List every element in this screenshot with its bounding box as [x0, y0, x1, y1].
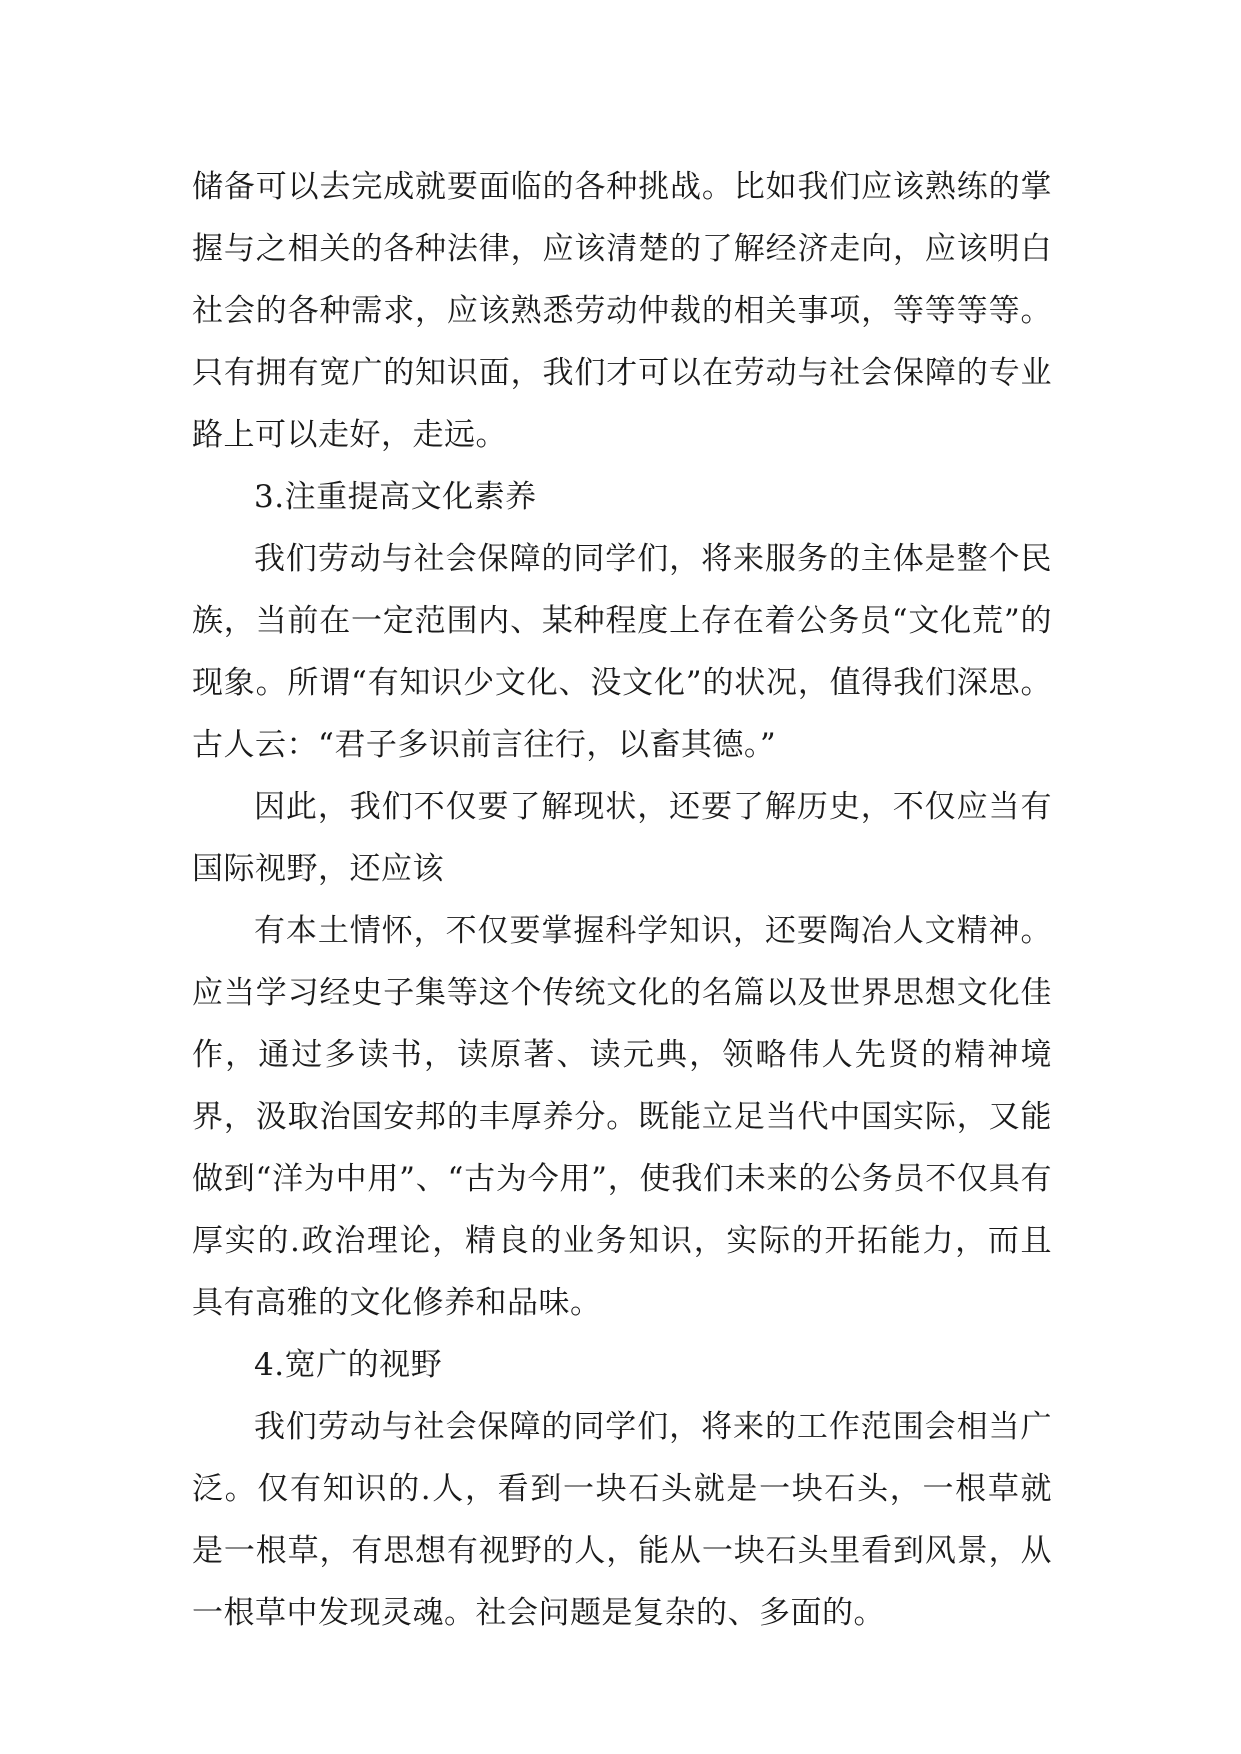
paragraph-vision: 我们劳动与社会保障的同学们，将来的工作范围会相当广泛。仅有知识的.人，看到一块石头就是一块石头，一根草就是一根草，有思想有视野的人，能从一块石头里看到风景，从一根草中发现灵魂。社会问题是复杂的、多面的。 [192, 1409, 1052, 1631]
section-heading-4: 4.宽广的视野 [254, 1347, 443, 1383]
paragraph-continuation: 储备可以去完成就要面临的各种挑战。比如我们应该熟练的掌握与之相关的各种法律，应该清楚的了解经济走向，应该明白社会的各种需求，应该熟悉劳动仲裁的相关事项，等等等等。只有拥有宽广的知识面，我们才可以在劳动与社会保障的专业路上可以走好，走远。 [192, 169, 1052, 453]
paragraph-humanities: 有本土情怀，不仅要掌握科学知识，还要陶冶人文精神。应当学习经史子集等这个传统文化的名篇以及世界思想文化佳作，通过多读书，读原著、读元典，领略伟人先贤的精神境界，汲取治国安邦的丰厚养分。既能立足当代中国实际，又能做到“洋为中用”、“古为今用”，使我们未来的公务员不仅具有厚实的.政治理论，精良的业务知识，实际的开拓能力，而且具有高雅的文化修养和品味。 [192, 913, 1052, 1321]
document-page [192, 156, 1052, 1644]
section-heading-3: 3.注重提高文化素养 [254, 479, 537, 515]
paragraph-culture-intro: 我们劳动与社会保障的同学们，将来服务的主体是整个民族，当前在一定范围内、某种程度上存在着公务员“文化荒”的现象。所谓“有知识少文化、没文化”的状况，值得我们深思。古人云：“君子多识前言往行，以畜其德。” [192, 541, 1052, 763]
paragraph-history: 因此，我们不仅要了解现状，还要了解历史，不仅应当有国际视野，还应该 [192, 789, 1052, 887]
